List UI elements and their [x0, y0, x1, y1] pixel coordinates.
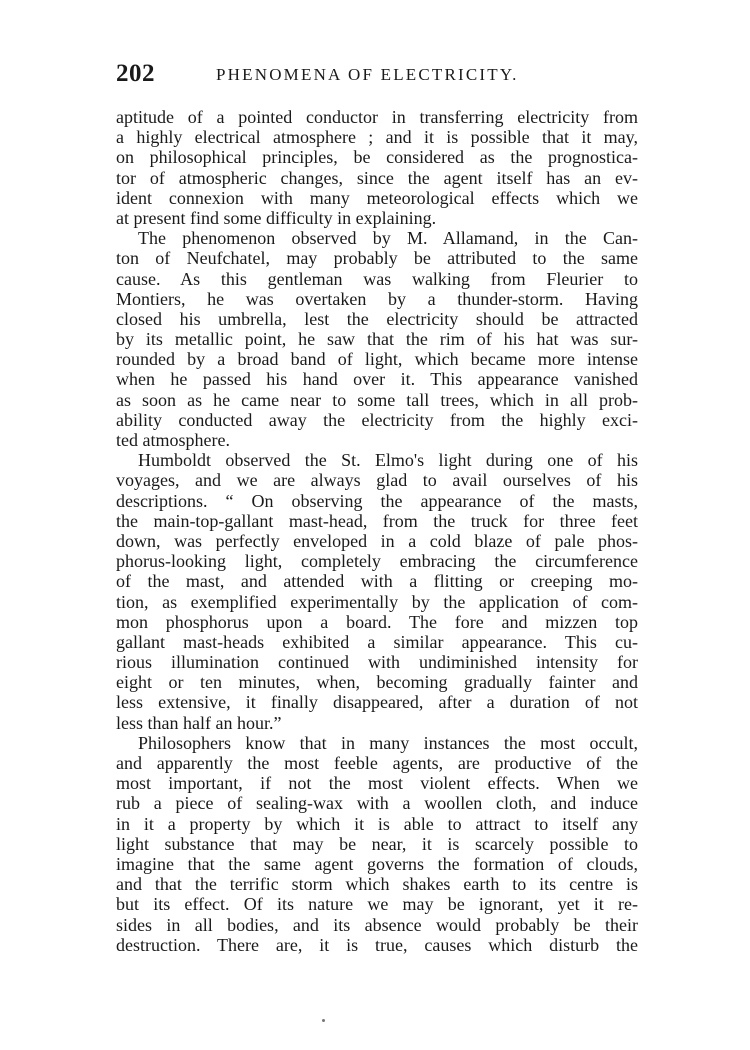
text-line: by its metallic point, he saw that the rim of his hat was sur- — [116, 329, 638, 350]
text-line: in it a property by which it is able to attract to itself any — [116, 813, 638, 834]
text-line: eight or ten minutes, when, becoming gradually fainter and — [116, 672, 638, 693]
body-text — [116, 107, 638, 955]
text-line: destruction. There are, it is true, causes which disturb the — [116, 934, 638, 955]
text-line: ted atmosphere. — [116, 430, 230, 450]
text-line: sides in all bodies, and its absence would probably be their — [116, 914, 638, 935]
text-line: imagine that the same agent governs the formation of clouds, — [116, 853, 638, 874]
text-line: phorus-looking light, completely embracing the circumference — [116, 551, 638, 572]
text-line: of the mast, and attended with a flitting or creeping mo- — [116, 571, 638, 592]
text-line: most important, if not the most violent effects. When we — [116, 773, 638, 794]
text-line: gallant mast-heads exhibited a similar appearance. This cu- — [116, 631, 638, 652]
text-line: but its effect. Of its nature we may be ignorant, yet it re- — [116, 894, 638, 915]
page-number: 202 — [116, 60, 155, 87]
text-line: a highly electrical atmosphere ; and it is possible that it may, — [116, 127, 638, 148]
text-line: mon phosphorus upon a board. The fore and mizzen top — [116, 611, 638, 632]
text-line: rious illumination continued with undiminished intensity for — [116, 652, 638, 673]
text-line: voyages, and we are always glad to avail ourselves of his — [116, 470, 638, 491]
running-head — [116, 60, 646, 94]
text-line: Montiers, he was overtaken by a thunder-storm. Having — [116, 288, 638, 309]
text-line: ton of Neufchatel, may probably be attributed to the same — [116, 248, 638, 269]
text-line: and that the terrific storm which shakes earth to its centre is — [116, 874, 638, 895]
text-line: when he passed his hand over it. This appearance vanished — [116, 369, 638, 390]
text-line: closed his umbrella, lest the electricity should be attracted — [116, 308, 638, 329]
text-line: cause. As this gentleman was walking from Fleurier to — [116, 268, 638, 289]
text-line: down, was perfectly enveloped in a cold blaze of pale phos- — [116, 530, 638, 551]
text-line: and apparently the most feeble agents, are productive of the — [116, 753, 638, 773]
text-line: less than half an hour.” — [116, 712, 282, 733]
text-line: the main-top-gallant mast-head, from the truck for three feet — [116, 510, 638, 531]
paragraph-start-line: Philosophers know that in many instances the most occult, — [138, 732, 638, 753]
text-line: tor of atmospheric changes, since the agent itself has an ev- — [116, 167, 638, 188]
ink-speck — [322, 1019, 325, 1022]
text-line: on philosophical principles, be considered as the prognostica- — [116, 147, 638, 168]
text-line: descriptions. “ On observing the appearance of the masts, — [116, 490, 638, 511]
text-line: rub a piece of sealing-wax with a woollen cloth, and induce — [116, 793, 638, 814]
text-line: light substance that may be near, it is scarcely possible to — [116, 833, 638, 854]
text-line: ident connexion with many meteorological effects which we — [116, 187, 638, 208]
text-line: as soon as he came near to some tall trees, which in all prob- — [116, 389, 638, 410]
running-title: PHENOMENA OF ELECTRICITY. — [216, 65, 519, 84]
paragraph-start-line: The phenomenon observed by M. Allamand, in the Can- — [138, 228, 638, 249]
text-line: tion, as exemplified experimentally by the application of com- — [116, 591, 638, 612]
text-line: at present find some difficulty in explaining. — [116, 207, 437, 228]
text-line: ability conducted away the electricity from the highly exci- — [116, 409, 638, 430]
text-line: less extensive, it finally disappeared, after a duration of not — [116, 692, 638, 713]
paragraph-start-line: Humboldt observed the St. Elmo's light during one of his — [138, 450, 638, 471]
text-line: aptitude of a pointed conductor in transferring electricity from — [116, 107, 638, 127]
text-line: rounded by a broad band of light, which became more intense — [116, 349, 638, 370]
